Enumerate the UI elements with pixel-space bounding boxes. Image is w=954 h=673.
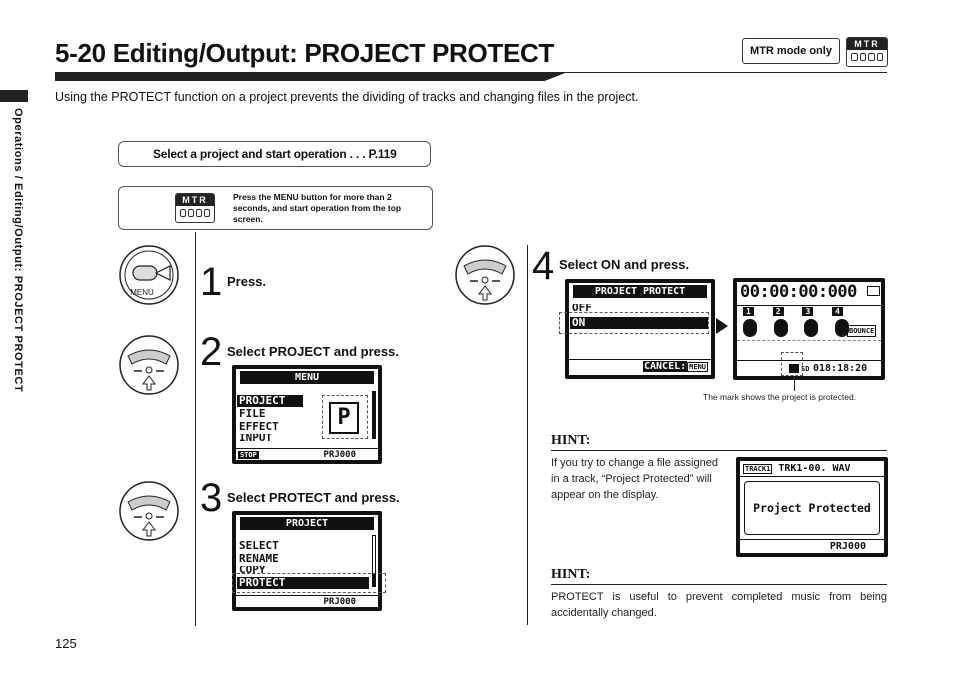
prereq-select-box: Select a project and start operation . . . P.119 — [118, 141, 431, 167]
mtr-badge-label: MTR — [847, 38, 887, 50]
hint-rule — [551, 450, 887, 451]
lcd-title: TRACK1 TRK1-00. WAV — [745, 463, 851, 474]
lcd-item-selected: ON — [570, 317, 708, 329]
title-underline-wedge — [55, 73, 565, 81]
lcd-item-partial: COPY — [239, 566, 266, 573]
lcd-item-selected: PROTECT — [237, 577, 369, 589]
selection-highlight — [559, 312, 709, 334]
steps-guide-line — [195, 232, 196, 626]
protect-mark-highlight — [781, 352, 803, 376]
dial-icon — [454, 244, 516, 306]
step-2-text: Select PROJECT and press. — [227, 344, 399, 359]
step-number: 1 — [200, 260, 223, 304]
lcd-scrollbar — [372, 391, 376, 439]
page-number: 125 — [55, 636, 77, 651]
lcd-item-partial: INPUT — [239, 434, 273, 441]
track-numbers: 1 2 3 4 — [743, 307, 843, 316]
menu-button-icon — [118, 244, 180, 306]
lcd-title: PROJECT PROTECT — [573, 285, 707, 298]
prereq-menu-box — [118, 186, 433, 230]
lcd-item: SELECT — [239, 539, 279, 552]
bounce-indicator: BOUNCE — [849, 327, 875, 335]
side-tab-marker — [0, 90, 28, 102]
lcd-footer: STOP PRJ000 — [236, 448, 378, 461]
hint-title: HINT: — [551, 567, 591, 582]
step-3-text: Select PROTECT and press. — [227, 490, 400, 505]
side-section-label: Operations / Editing/Output: PROJECT PROTECT — [12, 108, 24, 393]
lcd-item: EFFECT — [239, 420, 279, 433]
protect-mark-caption: The mark shows the project is protected. — [703, 392, 857, 402]
step-number: 4 — [532, 244, 555, 288]
title-rule — [55, 72, 887, 73]
menu-button-label: MENU — [130, 288, 154, 297]
lcd-footer: SD 018:18:20 — [737, 360, 881, 377]
protected-message: Project Protected — [744, 481, 880, 535]
dial-icon — [118, 480, 180, 542]
step-number: 3 — [200, 476, 223, 520]
column-divider — [527, 245, 528, 625]
mtr-badge-label: MTR — [176, 194, 214, 206]
track-faders — [743, 319, 849, 337]
top-lcd-screen — [733, 278, 885, 380]
hint-2-text: PROTECT is useful to prevent completed music from being accidentally changed. — [551, 591, 887, 619]
step-number: 2 — [200, 330, 223, 374]
hint-title: HINT: — [551, 433, 591, 448]
lcd-title: PROJECT — [240, 517, 374, 530]
hint-rule — [551, 584, 887, 585]
lcd-footer: PRJ000 — [236, 595, 378, 608]
lcd-title: MENU — [240, 371, 374, 384]
page-title: 5-20 Editing/Output: PROJECT PROTECT — [55, 38, 555, 68]
lcd-scrollbar — [372, 535, 376, 587]
lcd-footer: CANCEL: MENU — [569, 359, 711, 374]
time-counter: 00:00:00:000 — [740, 282, 857, 302]
menu-hold-note: Press the MENU button for more than 2 seconds, and start operation from the top screen. — [233, 192, 402, 224]
menu-lcd-screen — [232, 365, 382, 464]
lcd-item: RENAME — [239, 552, 279, 565]
battery-icon — [867, 286, 880, 296]
lcd-item: FILE — [239, 407, 266, 420]
callout-line — [794, 377, 795, 391]
lcd-footer: PRJ000 — [740, 539, 884, 554]
project-folder-icon: P — [322, 395, 368, 439]
intro-text: Using the PROTECT function on a project prevents the dividing of tracks and changing files in the project. — [55, 90, 639, 104]
arrow-right-icon — [716, 318, 728, 334]
hint-1-text: If you try to change a file assigned in a track, “Project Protected” will appear on the display. — [551, 457, 718, 501]
mtr-mode-icon — [175, 193, 215, 223]
protected-msg-lcd-screen — [736, 457, 888, 557]
lcd-item-selected: PROJECT — [237, 395, 303, 407]
mode-label: MTR mode only — [742, 38, 840, 64]
dial-icon — [118, 334, 180, 396]
selection-highlight — [232, 573, 386, 593]
mtr-mode-icon — [846, 37, 888, 67]
step-1-text: Press. — [227, 274, 267, 289]
project-lcd-screen — [232, 511, 382, 611]
step-4-text: Select ON and press. — [559, 257, 690, 272]
lcd-item: OFF — [572, 304, 592, 311]
